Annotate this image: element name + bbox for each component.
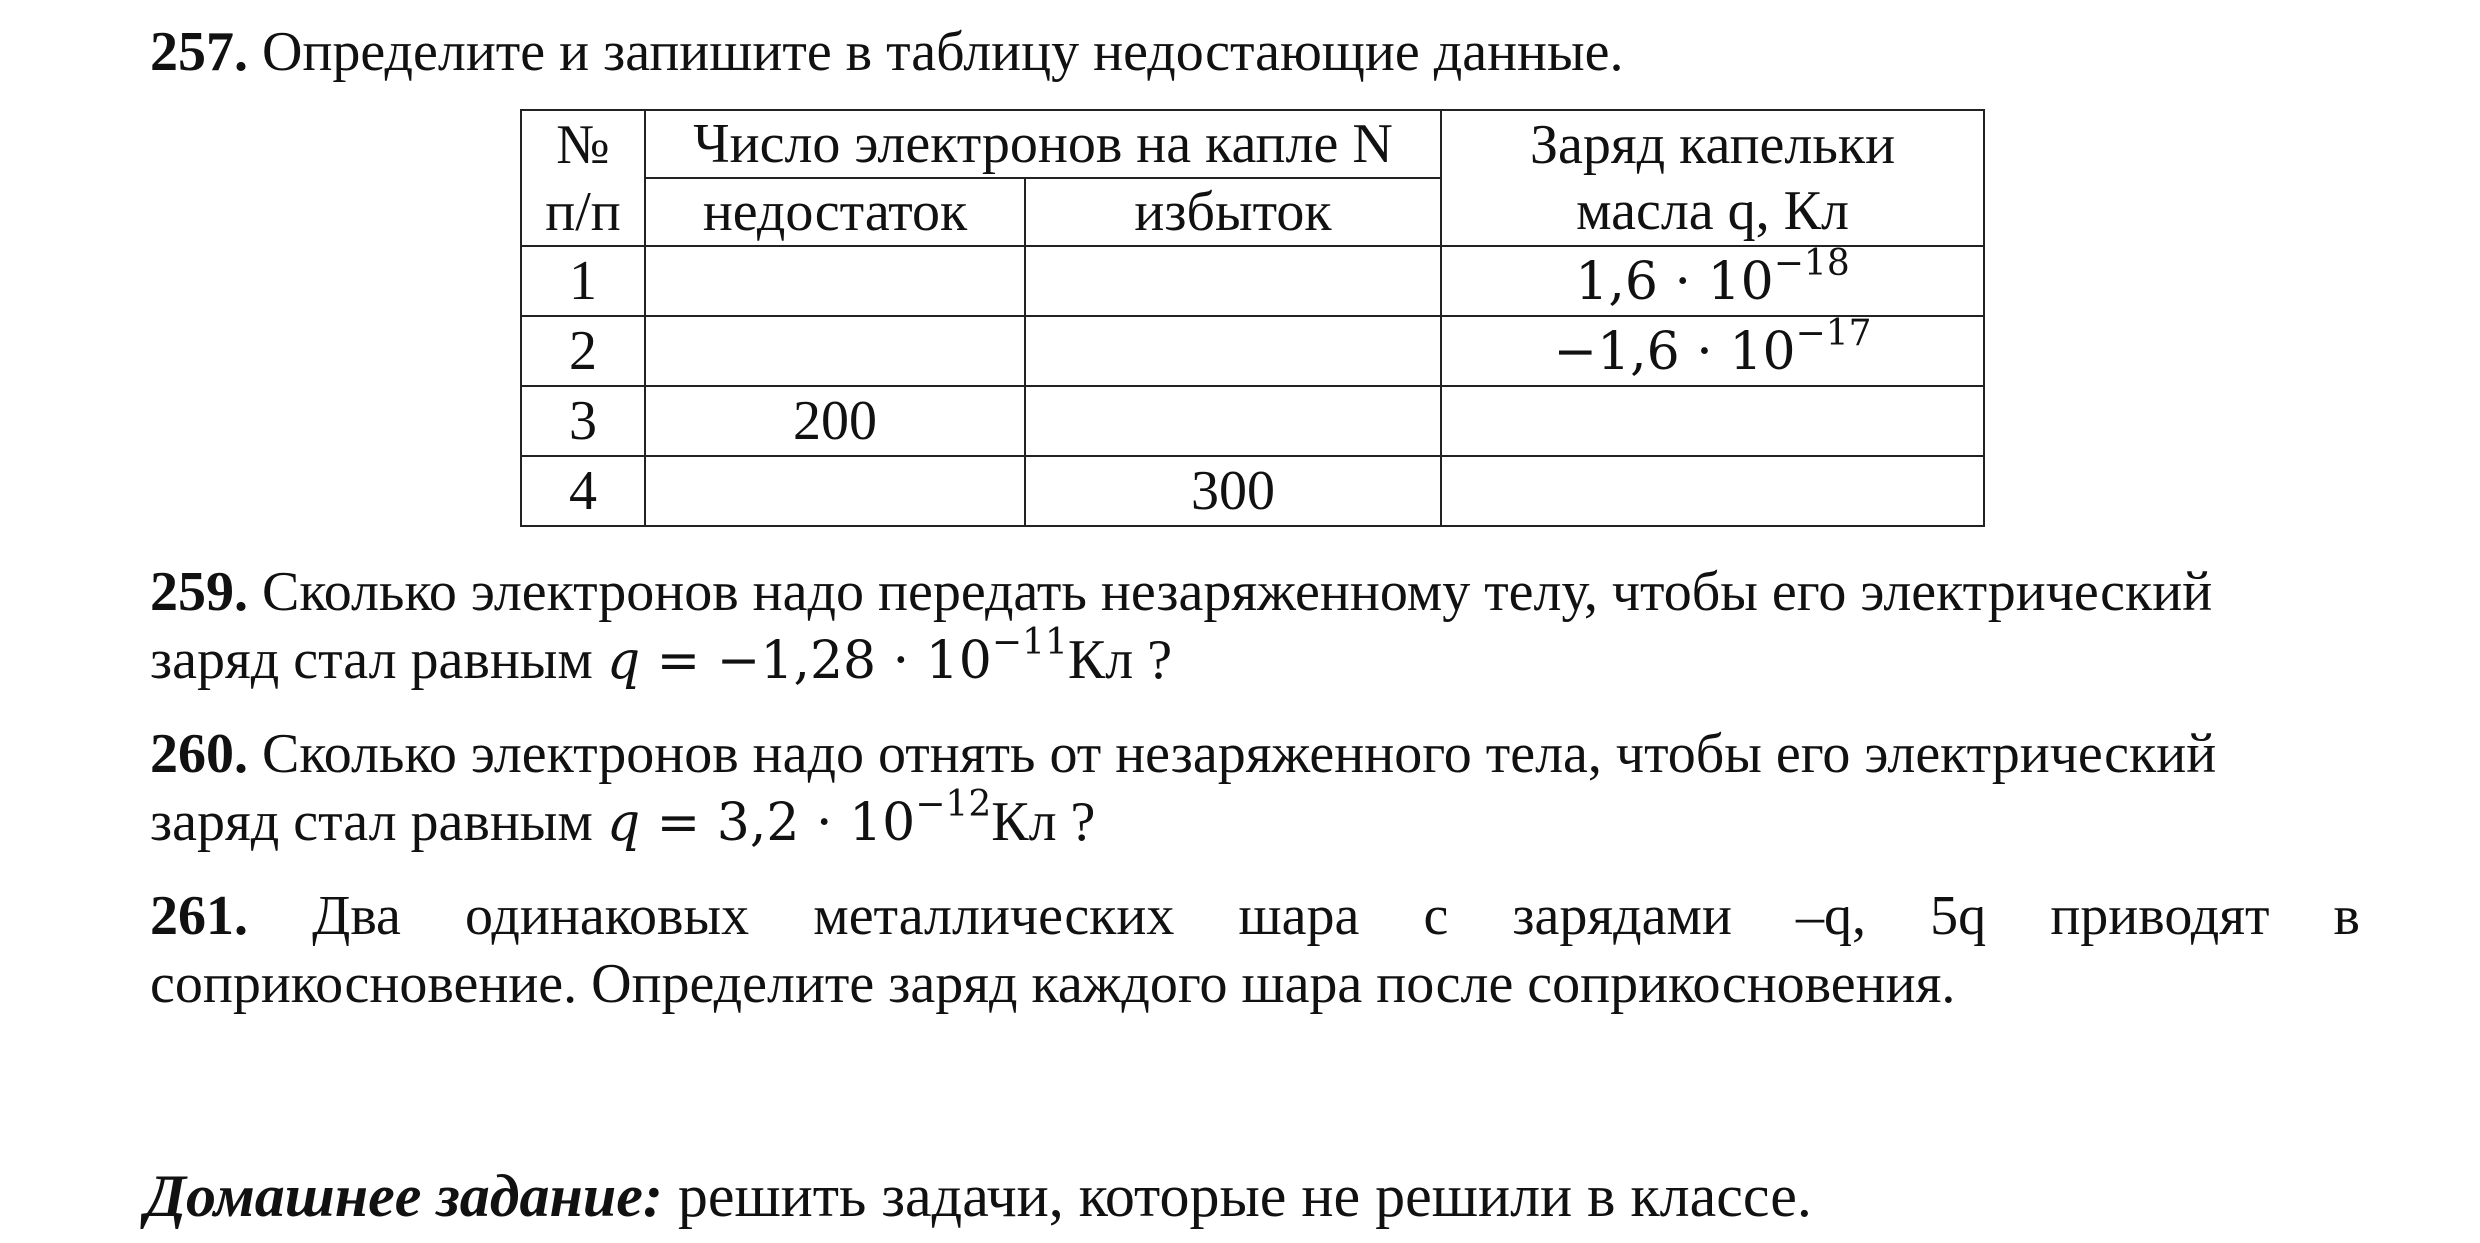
task-260-variable: q — [606, 793, 641, 853]
table-row — [521, 316, 1984, 386]
task-259-value: = −1,28 · 10 — [640, 631, 992, 691]
task-260-value: = 3,2 · 10 — [640, 793, 916, 853]
electron-charge-table — [520, 109, 1985, 527]
charge-mantissa: −1,6 · 10 — [1553, 321, 1796, 382]
homework-note — [145, 1160, 1812, 1232]
task-261-text: Два одинаковых металлических шара с зарядами –q, 5q приводят в — [248, 885, 2360, 947]
row-number: 1 — [521, 246, 645, 316]
charge-exponent: −17 — [1795, 312, 1872, 354]
cell-excess — [1025, 246, 1441, 316]
table-row — [521, 456, 1984, 526]
task-257-number: 257. — [150, 21, 248, 83]
cell-charge — [1441, 312, 1984, 386]
task-260-number: 260. — [150, 723, 248, 785]
task-260-exponent: −12 — [915, 784, 992, 825]
homework-label: Домашнее задание: — [145, 1163, 663, 1229]
cell-lack — [645, 316, 1025, 386]
task-260-line-2 — [150, 784, 2360, 857]
row-number: 2 — [521, 316, 645, 386]
header-electron-count: Число электронов на капле N — [645, 110, 1441, 178]
cell-excess — [1025, 386, 1441, 456]
task-259-number: 259. — [150, 561, 248, 623]
task-260-suffix: Кл ? — [991, 791, 1096, 853]
header-number-cell-2: п/п — [521, 178, 645, 246]
task-259-prefix: заряд стал равным — [150, 629, 607, 691]
homework-text: решить задачи, которые не решили в классе. — [662, 1163, 1812, 1229]
charge-exponent: −18 — [1773, 242, 1850, 284]
task-260-line-1 — [150, 720, 2360, 788]
header-number-cell: № — [521, 110, 645, 178]
row-number: 3 — [521, 386, 645, 456]
cell-charge — [1441, 456, 1984, 526]
task-257-statement — [150, 18, 2360, 86]
cell-lack — [645, 246, 1025, 316]
task-260-prefix: заряд стал равным — [150, 791, 607, 853]
task-257-text: Определите и запишите в таблицу недостающие данные. — [248, 21, 1624, 83]
task-259-exponent: −11 — [991, 622, 1068, 663]
task-261-line-2 — [150, 950, 2360, 1018]
cell-excess — [1025, 316, 1441, 386]
row-number: 4 — [521, 456, 645, 526]
task-261-line-1 — [150, 882, 2360, 950]
cell-lack — [645, 456, 1025, 526]
task-260-text: Сколько электронов надо отнять от незаряженного тела, чтобы его электрический — [248, 723, 2217, 785]
task-259-suffix: Кл ? — [1067, 629, 1173, 691]
cell-lack: 200 — [645, 386, 1025, 456]
task-261-number: 261. — [150, 885, 248, 947]
table-header-row-1 — [521, 110, 1984, 178]
task-259-variable: q — [606, 631, 641, 691]
header-lack: недостаток — [645, 178, 1025, 246]
table-row — [521, 386, 1984, 456]
task-259-text: Сколько электронов надо передать незаряженному телу, чтобы его электрический — [248, 561, 2213, 623]
header-excess: избыток — [1025, 178, 1441, 246]
header-charge-text: Заряд капельки масла q, Кл — [1529, 114, 1896, 242]
task-259-line-1 — [150, 558, 2360, 626]
task-261-text-2: соприкосновение. Определите заряд каждого шара после соприкосновения. — [150, 953, 1956, 1015]
header-charge — [1441, 110, 1984, 246]
cell-charge — [1441, 386, 1984, 456]
cell-charge — [1441, 242, 1984, 316]
charge-mantissa: 1,6 · 10 — [1575, 251, 1774, 312]
task-259-line-2 — [150, 622, 2360, 695]
table-row — [521, 246, 1984, 316]
cell-excess: 300 — [1025, 456, 1441, 526]
